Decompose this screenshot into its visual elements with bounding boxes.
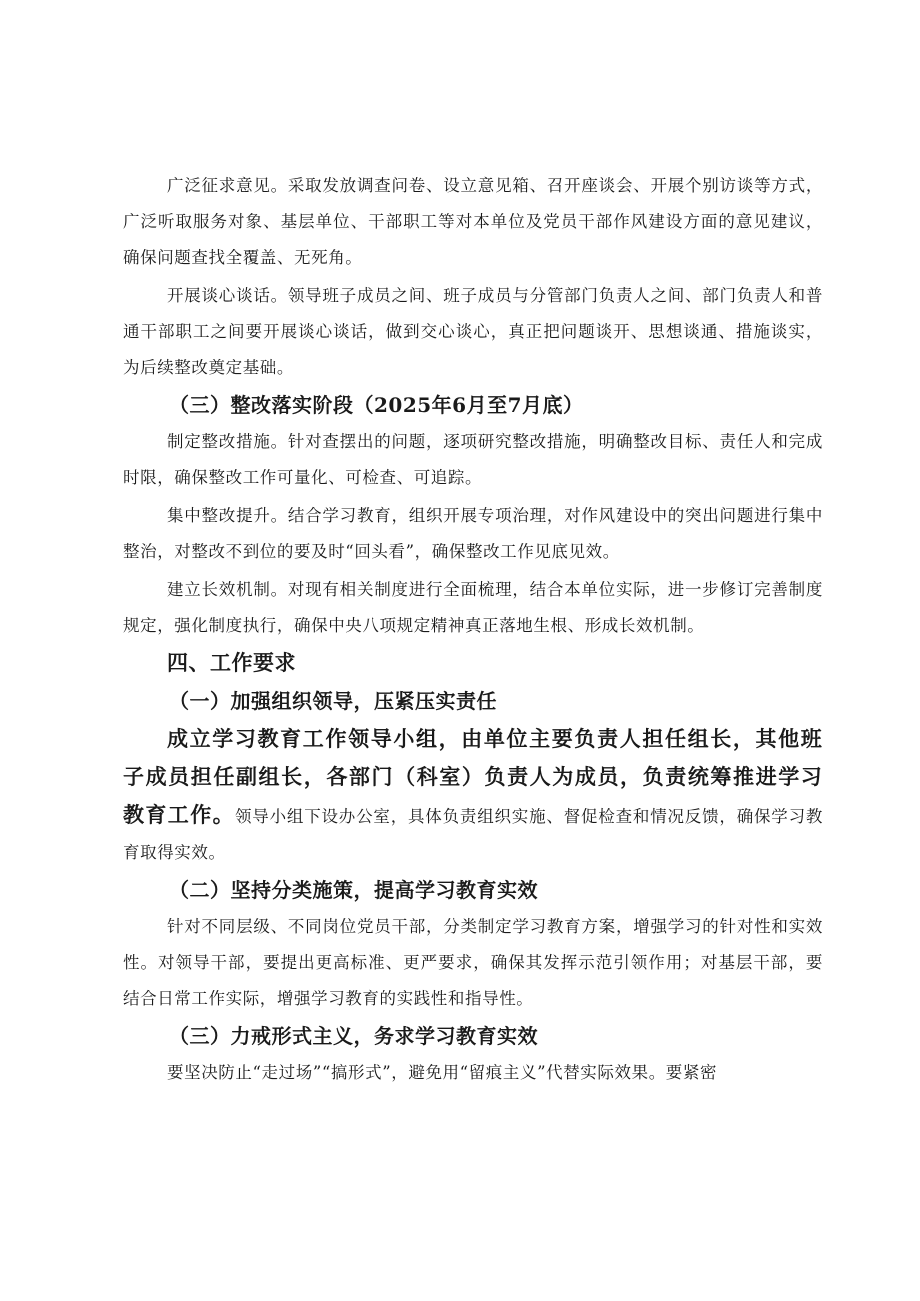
heading-requirement-classified-policy: （二）坚持分类施策，提高学习教育实效 bbox=[169, 878, 538, 902]
heading-work-requirements: 四、工作要求 bbox=[167, 650, 296, 675]
document-body bbox=[123, 168, 823, 1091]
paragraph-long-term-mechanism: 建立长效机制。对现有相关制度进行全面梳理，结合本单位实际，进一步修订完善制度规定，强化制度执行，确保中央八项规定精神真正落地生根、形成长效机制。 bbox=[123, 580, 823, 635]
heading-rectification-stage: （三）整改落实阶段（2025年6月至7月底） bbox=[169, 393, 584, 417]
paragraph-leading-group-detail: 领导小组下设办公室，具体负责组织实施、督促检查和情况反馈，确保学习教育取得实效。 bbox=[123, 807, 823, 862]
heading-requirement-organization: （一）加强组织领导，压紧压实责任 bbox=[169, 689, 497, 713]
heading-requirement-avoid-formalism: （三）力戒形式主义，务求学习教育实效 bbox=[169, 1024, 538, 1048]
paragraph-centralized-rectification: 集中整改提升。结合学习教育，组织开展专项治理，对作风建设中的突出问题进行集中整治，对整改不到位的要及时“回头看”，确保整改工作见底见效。 bbox=[123, 506, 823, 561]
paragraph-leading-group bbox=[123, 720, 823, 871]
paragraph-solicit-opinions: 广泛征求意见。采取发放调查问卷、设立意见箱、召开座谈会、开展个别访谈等方式，广泛听取服务对象、基层单位、干部职工等对本单位及党员干部作风建设方面的意见建议，确保问题查找全覆盖、无死角。 bbox=[123, 176, 823, 267]
paragraph-classified-study: 针对不同层级、不同岗位党员干部，分类制定学习教育方案，增强学习的针对性和实效性。对领导干部，要提出更高标准、更严要求，确保其发挥示范引领作用；对基层干部，要结合日常工作实际，增强学习教育的实践性和指导性。 bbox=[123, 917, 823, 1008]
paragraph-avoid-formalism: 要坚决防止“走过场”“搞形式”，避免用“留痕主义”代替实际效果。要紧密 bbox=[167, 1063, 718, 1082]
paragraph-rectification-measures: 制定整改措施。针对查摆出的问题，逐项研究整改措施，明确整改目标、责任人和完成时限，确保整改工作可量化、可检查、可追踪。 bbox=[123, 432, 823, 487]
paragraph-leading-group-emphasis: 成立学习教育工作领导小组，由单位主要负责人担任组长，其他班子成员担任副组长，各部门（科室）负责人为成员，负责统筹推进学习教育工作。 bbox=[123, 726, 823, 827]
paragraph-heart-to-heart-talks: 开展谈心谈话。领导班子成员之间、班子成员与分管部门负责人之间、部门负责人和普通干部职工之间要开展谈心谈话，做到交心谈心，真正把问题谈开、思想谈通、措施谈实，为后续整改奠定基础。 bbox=[123, 286, 823, 377]
